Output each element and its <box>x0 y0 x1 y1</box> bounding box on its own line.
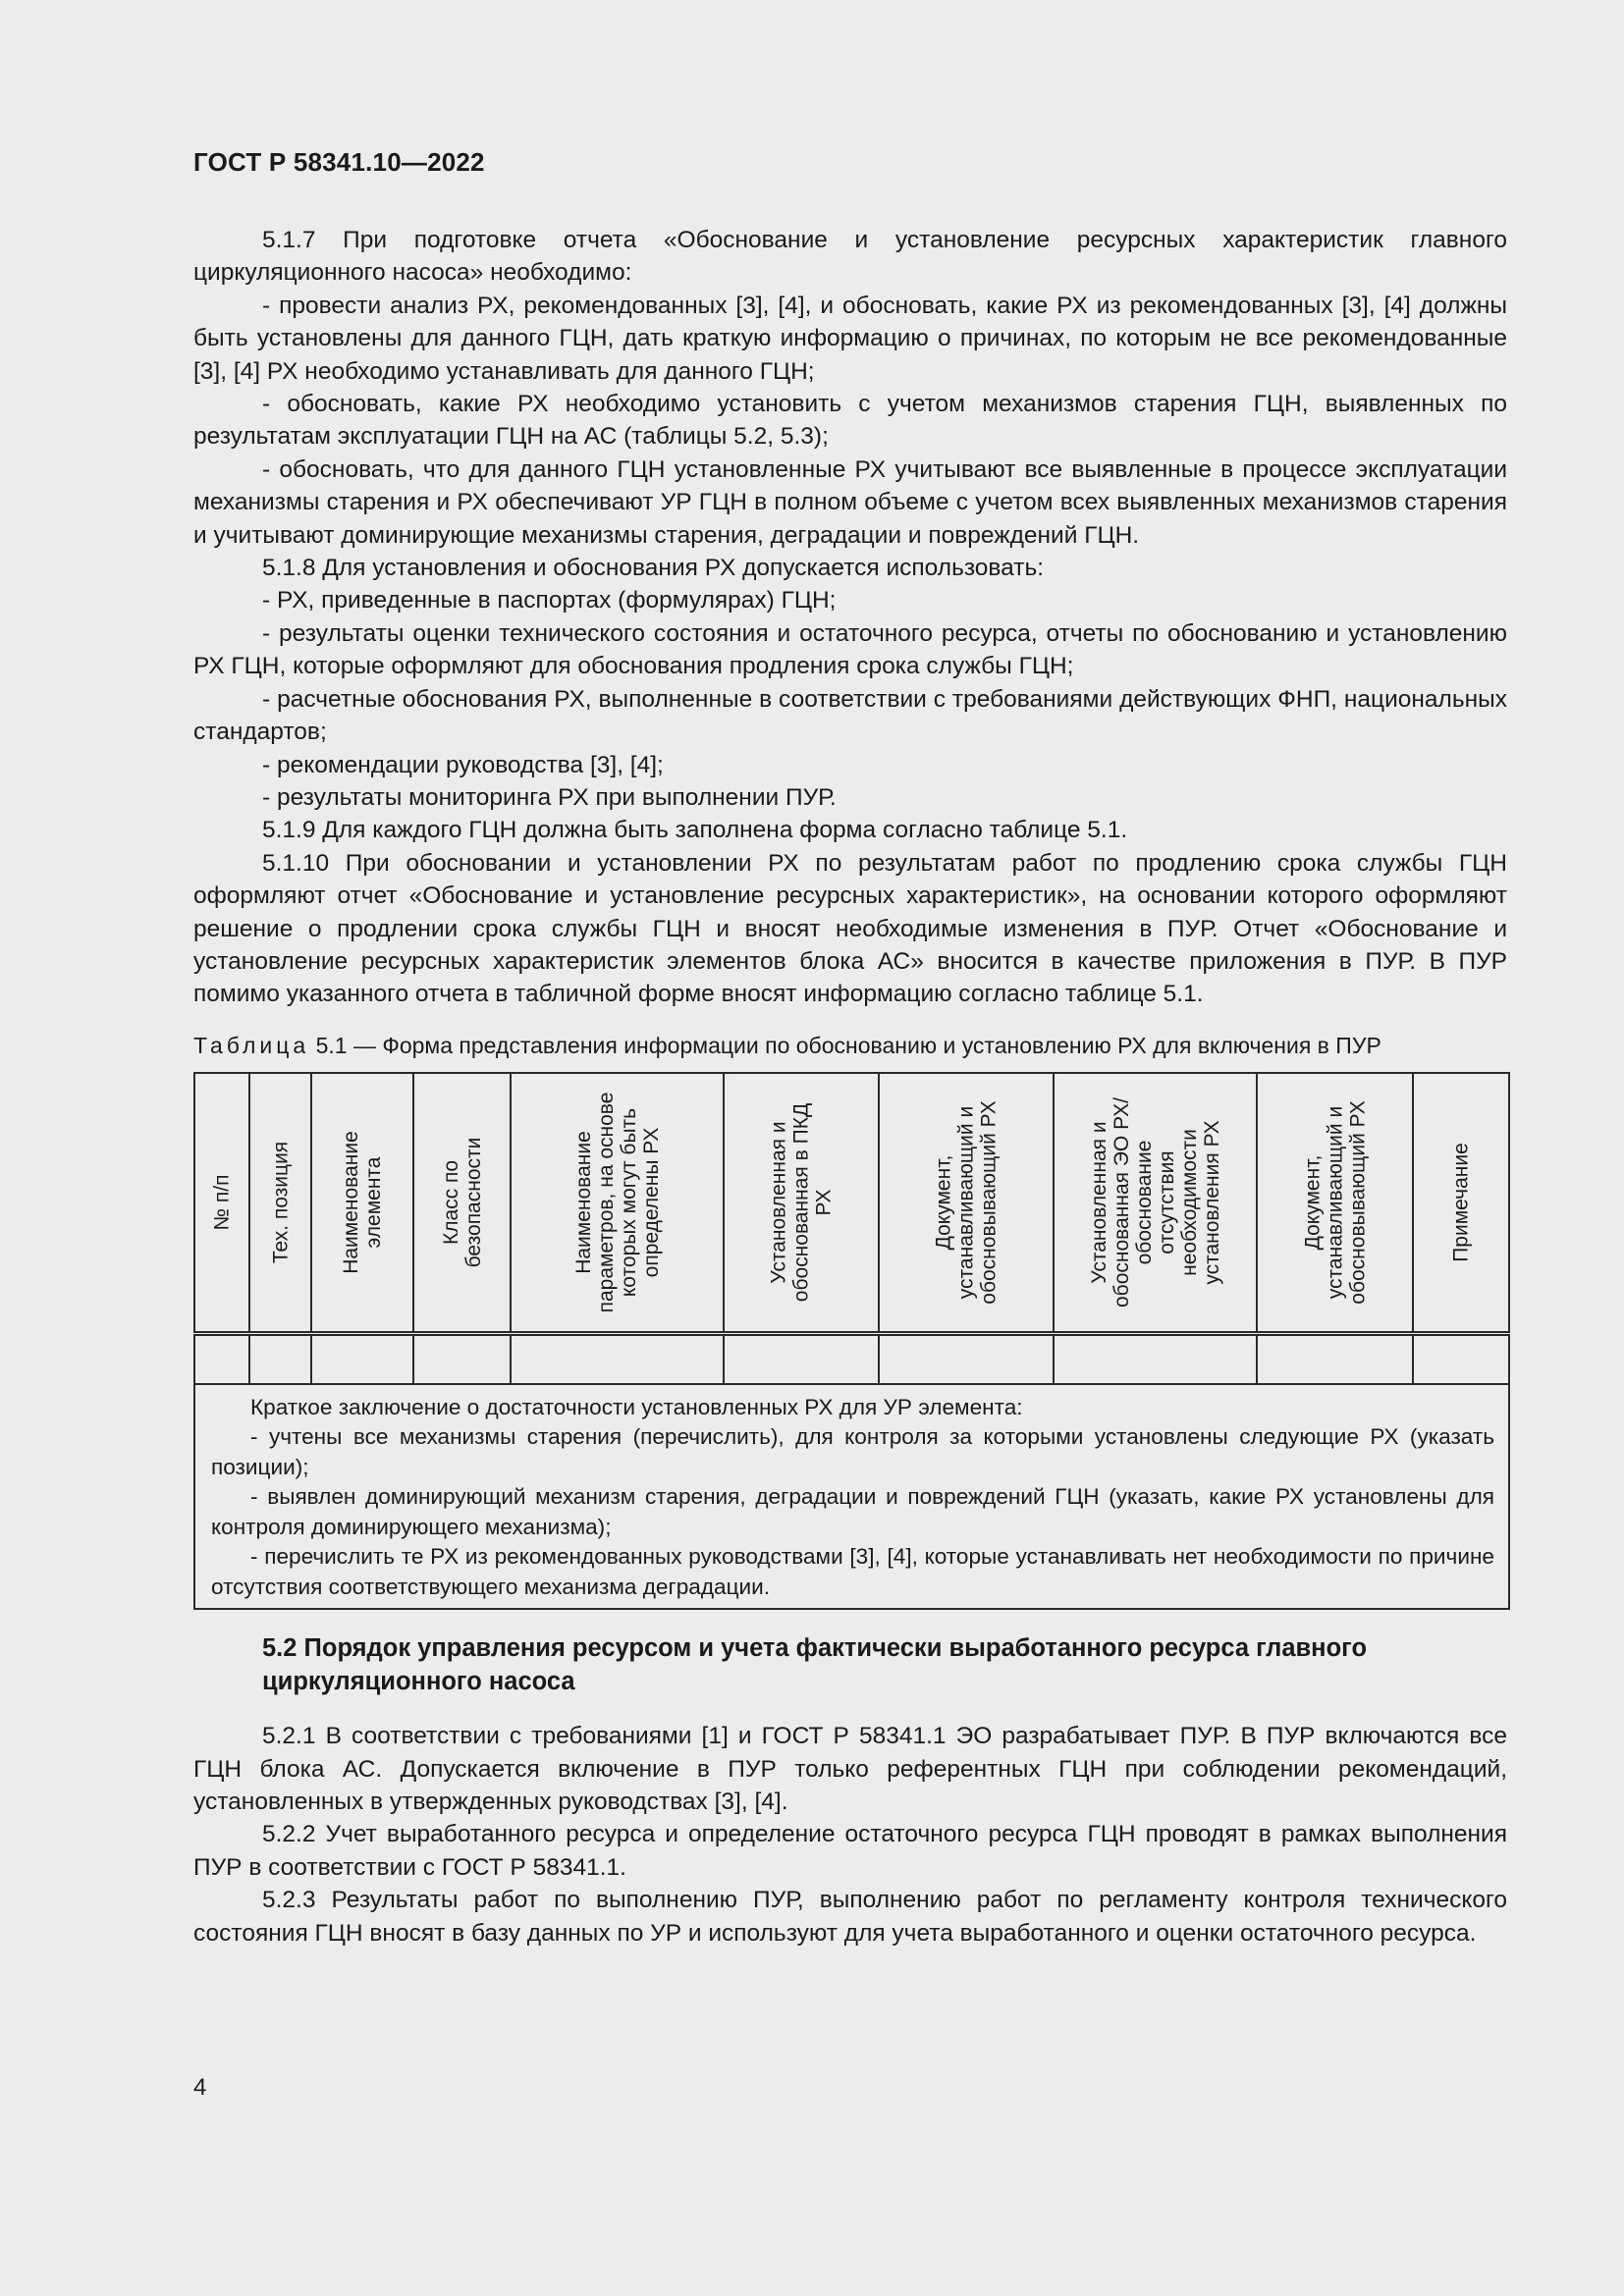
table-empty-row <box>194 1333 1509 1384</box>
column-header: Установленная и обоснованная ЭО РХ/ обоснование отсутствия необходимости установления РХ <box>1054 1073 1257 1334</box>
column-header: Наименование параметров, на основе которых могут быть определены РХ <box>511 1073 724 1334</box>
list-item: - результаты оценки технического состояния и остаточного ресурса, отчеты по обоснованию и установлению РХ ГЦН, которые оформляют для обоснования продления срока службы ГЦН; <box>193 619 1507 680</box>
table-cell <box>879 1333 1054 1384</box>
column-header: № п/п <box>194 1073 249 1334</box>
table-caption-label: Таблица <box>193 1032 310 1058</box>
paragraph-5-1-9: 5.1.9 Для каждого ГЦН должна быть заполнена форма согласно таблице 5.1. <box>262 817 1128 844</box>
paragraph-5-1-10: 5.1.10 При обосновании и установлении РХ по результатам работ по продлению срока службы ГЦН оформляют отчет «Обоснование и установление ресурсных характеристик», на основании которого оформляют решение о продлении срока службы ГЦН и вносят необходимые изменения в ПУР. Отчет «Обоснование и установление ресурсных характеристик элементов блока АС» вносится в качестве приложения в ПУР. В ПУР помимо указанного отчета в табличной форме вносят информацию согласно таблице 5.1. <box>193 849 1507 1008</box>
column-header: Тех. позиция <box>249 1073 311 1334</box>
list-item: - провести анализ РХ, рекомендованных [3], [4], и обосновать, какие РХ из рекомендованных [3], [4] должны быть установлены для данного ГЦН, дать краткую информацию о причинах, по которым не все рекомендованные [3], [4] РХ необходимо устанавливать для данного ГЦН; <box>193 292 1507 385</box>
document-body <box>193 224 1507 1949</box>
list-item: - обосновать, какие РХ необходимо установить с учетом механизмов старения ГЦН, выявленных по результатам эксплуатации ГЦН на АС (таблицы 5.2, 5.3); <box>193 391 1507 451</box>
table-header-row <box>194 1073 1509 1334</box>
list-item: - рекомендации руководства [3], [4]; <box>262 751 664 778</box>
conclusion-cell <box>194 1384 1509 1610</box>
table-cell <box>1257 1333 1413 1384</box>
paragraph-5-1-7: 5.1.7 При подготовке отчета «Обоснование и установление ресурсных характеристик главного циркуляционного насоса» необходимо: <box>193 227 1507 287</box>
column-header: Примечание <box>1413 1073 1509 1334</box>
column-header: Класс по безопасности <box>413 1073 511 1334</box>
table-cell <box>1054 1333 1257 1384</box>
section-heading-5-2: 5.2 Порядок управления ресурсом и учета фактически выработанного ресурса главного циркуляционного насоса <box>262 1634 1368 1696</box>
column-header: Документ, устанавливающий и обосновывающий РХ <box>879 1073 1054 1334</box>
column-header: Наименование элемента <box>311 1073 413 1334</box>
list-item: - РХ, приведенные в паспортах (формулярах) ГЦН; <box>262 587 837 614</box>
list-item: - обосновать, что для данного ГЦН установленные РХ учитывают все выявленные в процессе эксплуатации механизмы старения и РХ обеспечивают УР ГЦН в полном объеме с учетом всех выявленных механизмов старения и учитывают доминирующие механизмы старения, деградации и повреждений ГЦН. <box>193 455 1507 549</box>
list-item: - результаты мониторинга РХ при выполнении ПУР. <box>262 783 837 811</box>
table-cell <box>413 1333 511 1384</box>
conclusion-item: - перечислить те РХ из рекомендованных руководствами [3], [4], которые устанавливать нет необходимости по причине отсутствия соответствующего механизма деградации. <box>211 1544 1494 1599</box>
table-cell <box>511 1333 724 1384</box>
document-header: ГОСТ Р 58341.10—2022 <box>193 147 485 177</box>
table-cell <box>249 1333 311 1384</box>
list-item: - расчетные обоснования РХ, выполненные в соответствии с требованиями действующих ФНП, национальных стандартов; <box>193 685 1507 746</box>
table-caption <box>193 1031 1507 1060</box>
table-conclusion-row <box>194 1384 1509 1610</box>
column-header: Документ, устанавливающий и обосновывающий РХ <box>1257 1073 1413 1334</box>
paragraph-5-2-1: 5.2.1 В соответствии с требованиями [1] и ГОСТ Р 58341.1 ЭО разрабатывает ПУР. В ПУР включаются все ГЦН блока АС. Допускается включение в ПУР только референтных ГЦН при соблюдении рекомендаций, установленных в утвержденных руководствах [3], [4]. <box>193 1723 1507 1816</box>
paragraph-5-2-2: 5.2.2 Учет выработанного ресурса и определение остаточного ресурса ГЦН проводят в рамках выполнения ПУР в соответствии с ГОСТ Р 58341.1. <box>193 1821 1507 1881</box>
table-caption-text: 5.1 — Форма представления информации по обоснованию и установлению РХ для включения в ПУР <box>315 1032 1381 1058</box>
conclusion-intro: Краткое заключение о достаточности установленных РХ для УР элемента: <box>250 1394 1023 1419</box>
table-cell <box>724 1333 879 1384</box>
conclusion-item: - учтены все механизмы старения (перечислить), для контроля за которыми установлены следующие РХ (указать позиции); <box>211 1424 1494 1479</box>
table-cell <box>194 1333 249 1384</box>
conclusion-item: - выявлен доминирующий механизм старения, деградации и повреждений ГЦН (указать, какие РХ установлены для контроля доминирующего механизма); <box>211 1484 1494 1539</box>
paragraph-5-2-3: 5.2.3 Результаты работ по выполнению ПУР, выполнению работ по регламенту контроля технического состояния ГЦН вносят в базу данных по УР и используют для учета выработанного и оценки остаточного ресурса. <box>193 1887 1507 1947</box>
table-cell <box>311 1333 413 1384</box>
paragraph-5-1-8: 5.1.8 Для установления и обоснования РХ допускается использовать: <box>262 555 1045 582</box>
table-5-1 <box>193 1072 1510 1611</box>
table-cell <box>1413 1333 1509 1384</box>
page-number: 4 <box>193 2074 207 2101</box>
column-header: Установленная и обоснованная в ПКД РХ <box>724 1073 879 1334</box>
